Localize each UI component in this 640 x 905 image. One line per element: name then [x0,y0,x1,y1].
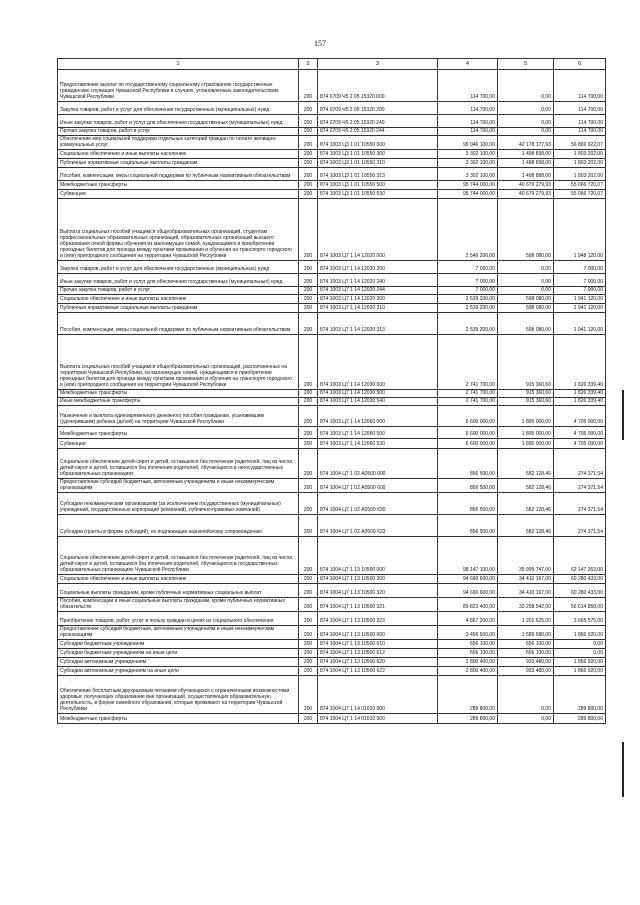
item-remaining-amount: 4 705 000,00 [554,427,606,439]
table-row [58,181,606,190]
item-vedom-code: 200 [299,335,318,390]
item-vedom-code: 200 [299,640,318,649]
item-name: Выплата социальных пособий учащимся общеобразовательных организаций, расположенных на территории Чувашской Республики, из малоимущих семей, нуждающимся в приобретении проездных билетов для проезда между пунктами проживания и обучения на транспорте городского и (или) пригородного сообщения на территории Чувашской Республики [58,335,299,390]
item-vedom-code: 200 [299,575,318,584]
item-name: Субсидии бюджетным учреждениям [58,640,299,649]
table-row [58,159,606,168]
item-remaining-amount: 114 700,00 [554,102,606,115]
item-vedom-code: 200 [299,115,318,128]
item-approved-amount: 289 800,00 [438,676,498,714]
item-vedom-code: 200 [299,199,318,261]
item-name: Субсидии бюджетным учреждениям на иные цели [58,649,299,658]
table-row [58,261,606,274]
item-vedom-code: 200 [299,102,318,115]
item-name: Субвенции [58,190,299,199]
table-row [58,304,606,313]
item-vedom-code: 200 [299,190,318,199]
item-name: Субсидии некоммерческим организациям (за исключением государственных (муниципальных) учреждений, государственных корпораций (компаний), публично-правовых компаний) [58,493,299,515]
item-vedom-code: 200 [299,649,318,658]
table-row [58,150,606,159]
item-vedom-code: 200 [299,181,318,190]
item-remaining-amount: 289 800,00 [554,714,606,724]
column-number: 5 [498,59,554,70]
item-name: Социальное обеспечение детей-сирот и детей, оставшихся без попечения родителей, лиц из числа детей-сирот и детей, оставшихся без попечения родителей, обучающихся в государственных образовательных организациях Чувашской Республики [58,537,299,575]
item-name: Субсидии автономным учреждениям на иные цели [58,667,299,676]
item-classification-code: 874 1003 Ц7 1 14 12020 200 [318,261,438,274]
item-name: Социальные выплаты гражданам, кроме публичных нормативных социальных выплат [58,584,299,598]
item-name: Предоставление субсидий бюджетным, автономным учреждениям и иным некоммерческим организациям [58,479,299,493]
item-approved-amount: 114 700,00 [438,102,498,115]
item-vedom-code: 200 [299,159,318,168]
column-number: 6 [554,59,606,70]
item-name: Межбюджетные трансферты [58,714,299,724]
table-row [58,449,606,479]
table-row [58,406,606,427]
table-row [58,439,606,449]
table-row [58,115,606,128]
table-row [58,575,606,584]
item-approved-amount: 95 744 000,00 [438,190,498,199]
table-row [58,136,606,150]
item-remaining-amount: 1 826 339,40 [554,398,606,406]
item-name: Иные межбюджетные трансферты [58,398,299,406]
item-classification-code: 874 1004 Ц7 1 13 10500 600 [318,626,438,640]
item-approved-amount: 3 302 100,00 [438,159,498,168]
item-name: Межбюджетные трансферты [58,427,299,439]
item-remaining-amount: 3 665 575,00 [554,612,606,626]
item-executed-amount: 42 178 177,93 [498,136,554,150]
column-number-row [58,59,606,70]
table-row [58,667,606,676]
item-vedom-code: 200 [299,427,318,439]
table-row [58,168,606,181]
item-remaining-amount: 56 614 858,00 [554,598,606,612]
item-name: Предоставление субсидий бюджетным, автономным учреждениям и иным некоммерческим организациям [58,626,299,640]
item-executed-amount: 656 100,00 [498,640,554,649]
item-classification-code: 874 1003 Ц7 1 14 12030 500 [318,390,438,398]
item-executed-amount: 1 895 000,00 [498,406,554,427]
item-classification-code: 874 1003 Ц7 1 14 12060 500 [318,427,438,439]
item-name: Выплата социальных пособий учащимся общеобразовательных организаций, студентам профессиональных образовательных организаций, образовательных организаций высшего образования очной формы обучения из малоимущих семей, нуждающимся в приобретении проездных билетов для проезда между пунктами проживания и обучения на транспорте городского и (или) пригородного сообщения на территории Чувашской Республики [58,199,299,261]
item-remaining-amount: 0,00 [554,649,606,658]
item-remaining-amount: 1 941 120,00 [554,313,606,335]
item-executed-amount: 0,00 [498,676,554,714]
item-classification-code: 874 1004 Ц7 1 14 01010 500 [318,714,438,724]
item-classification-code: 874 1003 Ц7 1 14 12030 000 [318,335,438,390]
item-executed-amount: 933 480,00 [498,658,554,667]
item-vedom-code: 200 [299,598,318,612]
item-remaining-amount: 60 280 433,00 [554,575,606,584]
table-row [58,390,606,398]
item-remaining-amount: 274 371,54 [554,479,606,493]
item-classification-code: 874 1004 Ц7 1 13 10500 000 [318,537,438,575]
table-row [58,398,606,406]
item-classification-code: 874 1004 Ц7 1 13 10500 321 [318,598,438,612]
item-executed-amount: 34 410 167,00 [498,584,554,598]
item-executed-amount: 598 080,00 [498,313,554,335]
item-executed-amount: 1 498 898,00 [498,150,554,159]
item-vedom-code: 200 [299,398,318,406]
item-executed-amount: 0,00 [498,102,554,115]
item-classification-code: 874 1004 Ц7 1 13 10500 612 [318,649,438,658]
item-vedom-code: 200 [299,168,318,181]
item-classification-code: 874 1004 Ц7 1 13 10500 320 [318,584,438,598]
item-remaining-amount: 114 700,00 [554,70,606,102]
item-remaining-amount: 274 371,54 [554,493,606,515]
item-name: Обеспечение мер социальной поддержки отдельных категорий граждан по оплате жилищно-коммунальных услуг [58,136,299,150]
item-name: Социальное обеспечение и иные выплаты населению [58,575,299,584]
item-executed-amount: 1 498 898,00 [498,168,554,181]
item-vedom-code: 200 [299,313,318,335]
item-vedom-code: 200 [299,261,318,274]
item-approved-amount: 94 690 600,00 [438,584,498,598]
table-row [58,537,606,575]
item-approved-amount: 3 302 100,00 [438,168,498,181]
column-number: 1 [58,59,299,70]
item-classification-code: 874 1003 Ц7 1 14 12020 244 [318,287,438,295]
column-number: 4 [438,59,498,70]
item-approved-amount: 856 500,00 [438,449,498,479]
item-name: Закупка товаров, работ и услуг для обеспечения государственных (муниципальных) нужд [58,102,299,115]
item-name: Межбюджетные трансферты [58,181,299,190]
item-remaining-amount: 0,00 [554,640,606,649]
item-executed-amount: 933 480,00 [498,667,554,676]
item-remaining-amount: 1 826 339,40 [554,335,606,390]
item-executed-amount: 1 589 580,00 [498,626,554,640]
item-classification-code: 874 1003 Ц7 1 14 12020 240 [318,274,438,287]
item-approved-amount: 2 741 700,00 [438,335,498,390]
item-executed-amount: 582 128,46 [498,493,554,515]
item-classification-code: 874 1003 Ц7 1 14 12030 540 [318,398,438,406]
item-remaining-amount: 1 826 339,40 [554,390,606,398]
table-row [58,479,606,493]
item-classification-code: 874 1003 Ц7 1 14 12060 000 [318,406,438,427]
item-executed-amount: 598 080,00 [498,304,554,313]
table-row [58,649,606,658]
item-approved-amount: 656 100,00 [438,649,498,658]
item-vedom-code: 200 [299,150,318,159]
table-row [58,658,606,667]
item-approved-amount: 856 500,00 [438,515,498,537]
item-executed-amount: 582 128,46 [498,479,554,493]
item-remaining-amount: 55 066 720,07 [554,190,606,199]
item-approved-amount: 7 000,00 [438,261,498,274]
item-executed-amount: 1 895 000,00 [498,427,554,439]
item-name: Социальное обеспечение и иные выплаты населению [58,150,299,159]
item-vedom-code: 200 [299,304,318,313]
item-approved-amount: 3 456 500,00 [438,626,498,640]
item-remaining-amount: 1 803 202,00 [554,159,606,168]
item-vedom-code: 200 [299,128,318,136]
table-row [58,427,606,439]
item-executed-amount: 0,00 [498,70,554,102]
item-executed-amount: 915 360,60 [498,398,554,406]
item-classification-code: 874 1003 Ц3 1 01 10550 000 [318,136,438,150]
item-classification-code: 874 1004 Ц7 1 13 10500 610 [318,640,438,649]
table-row [58,612,606,626]
item-name: Пособия, компенсации, меры социальной поддержки по публичным нормативным обязательствам [58,313,299,335]
item-executed-amount: 915 360,60 [498,335,554,390]
item-approved-amount: 98 147 100,00 [438,537,498,575]
item-name: Социальное обеспечение детей-сирот и детей, оставшихся без попечения родителей, лиц из числа детей-сирот и детей, оставшихся без попечения родителей, обучающихся в негосударственных образовательных организациях [58,449,299,479]
table-row [58,128,606,136]
item-approved-amount: 2 546 200,00 [438,199,498,261]
item-classification-code: 874 1003 Ц7 1 14 12020 310 [318,304,438,313]
item-approved-amount: 656 100,00 [438,640,498,649]
item-approved-amount: 289 800,00 [438,714,498,724]
item-remaining-amount: 1 803 202,00 [554,150,606,159]
item-remaining-amount: 1 866 920,00 [554,626,606,640]
item-classification-code: 874 1004 Ц7 1 02 А0500 600 [318,479,438,493]
item-classification-code: 874 1004 Ц7 1 14 01010 000 [318,676,438,714]
table-row [58,190,606,199]
table-row [58,598,606,612]
item-name: Социальное обеспечение и иные выплаты населению [58,295,299,304]
item-vedom-code: 200 [299,584,318,598]
table-row [58,493,606,515]
item-name: Приобретение товаров, работ, услуг в пользу граждан в целях их социального обеспечения [58,612,299,626]
item-vedom-code: 200 [299,439,318,449]
item-remaining-amount: 114 700,00 [554,128,606,136]
item-name: Субвенции [58,439,299,449]
item-approved-amount: 95 744 000,00 [438,181,498,190]
item-name: Публичные нормативные социальные выплаты гражданам [58,304,299,313]
item-remaining-amount: 60 280 433,00 [554,584,606,598]
item-vedom-code: 200 [299,537,318,575]
item-approved-amount: 2 800 400,00 [438,667,498,676]
item-remaining-amount: 1 866 920,00 [554,658,606,667]
table-row [58,274,606,287]
item-vedom-code: 200 [299,390,318,398]
item-executed-amount: 33 208 542,00 [498,598,554,612]
item-approved-amount: 856 500,00 [438,493,498,515]
item-remaining-amount: 7 000,00 [554,261,606,274]
item-approved-amount: 856 500,00 [438,479,498,493]
column-number: 3 [318,59,438,70]
table-row [58,70,606,102]
item-classification-code: 874 1004 Ц7 1 13 10500 323 [318,612,438,626]
table-row [58,313,606,335]
table-row [58,626,606,640]
table-row [58,287,606,295]
item-executed-amount: 1 498 898,00 [498,159,554,168]
table-row [58,584,606,598]
item-classification-code: 874 1003 Ц3 1 01 10550 300 [318,150,438,159]
item-executed-amount: 656 100,00 [498,649,554,658]
item-approved-amount: 114 700,00 [438,128,498,136]
item-approved-amount: 2 539 200,00 [438,295,498,304]
budget-table-body [58,59,606,724]
item-remaining-amount: 7 000,00 [554,287,606,295]
item-approved-amount: 2 741 700,00 [438,390,498,398]
item-remaining-amount: 4 705 000,00 [554,439,606,449]
item-classification-code: 874 1004 Ц7 1 02 А0500 630 [318,493,438,515]
item-classification-code: 874 1003 Ц7 1 14 12020 000 [318,199,438,261]
item-remaining-amount: 1 948 120,00 [554,199,606,261]
item-executed-amount: 40 679 279,93 [498,190,554,199]
item-remaining-amount: 114 700,00 [554,115,606,128]
item-executed-amount: 915 360,60 [498,390,554,398]
item-remaining-amount: 7 000,00 [554,274,606,287]
item-executed-amount: 34 410 167,00 [498,575,554,584]
item-classification-code: 874 1003 Ц7 1 14 12020 313 [318,313,438,335]
item-executed-amount: 0,00 [498,128,554,136]
item-executed-amount: 598 080,00 [498,295,554,304]
item-executed-amount: 1 201 625,00 [498,612,554,626]
item-classification-code: 874 1004 Ц7 1 02 А0500 000 [318,449,438,479]
column-number: 2 [299,59,318,70]
item-vedom-code: 200 [299,612,318,626]
item-classification-code: 874 1004 Ц7 1 13 10500 620 [318,658,438,667]
item-name: Прочая закупка товаров, работ и услуг [58,287,299,295]
item-vedom-code: 200 [299,449,318,479]
item-approved-amount: 6 600 000,00 [438,406,498,427]
item-executed-amount: 35 999 747,00 [498,537,554,575]
item-remaining-amount: 274 371,54 [554,515,606,537]
item-approved-amount: 114 700,00 [438,70,498,102]
item-classification-code: 874 1003 Ц7 1 14 12020 300 [318,295,438,304]
item-vedom-code: 200 [299,667,318,676]
budget-table [57,58,606,724]
item-name: Субсидии (гранты в форме субсидий), не подлежащие казначейскому сопровождению [58,515,299,537]
item-remaining-amount: 62 147 353,00 [554,537,606,575]
scan-edge-mark [622,390,624,440]
item-classification-code: 874 1004 Ц7 1 02 А0500 633 [318,515,438,537]
item-remaining-amount: 1 941 120,00 [554,304,606,313]
item-name: Прочая закупка товаров, работ и услуг [58,128,299,136]
table-row [58,515,606,537]
item-classification-code: 874 1003 Ц3 1 01 10550 500 [318,181,438,190]
item-name: Межбюджетные трансферты [58,390,299,398]
table-row [58,295,606,304]
item-classification-code: 874 1004 Ц7 1 13 10500 622 [318,667,438,676]
item-executed-amount: 582 128,46 [498,515,554,537]
table-row [58,335,606,390]
item-name: Иные закупки товаров, работ и услуг для обеспечения государственных (муниципальных) нужд [58,115,299,128]
item-classification-code: 874 1003 Ц3 1 01 10550 313 [318,168,438,181]
item-approved-amount: 6 600 000,00 [438,439,498,449]
item-executed-amount: 0,00 [498,714,554,724]
scan-edge-mark [622,742,624,797]
item-vedom-code: 200 [299,295,318,304]
item-approved-amount: 114 700,00 [438,115,498,128]
item-remaining-amount: 1 941 120,00 [554,295,606,304]
item-vedom-code: 200 [299,274,318,287]
item-approved-amount: 2 539 200,00 [438,304,498,313]
item-executed-amount: 1 895 000,00 [498,439,554,449]
item-vedom-code: 200 [299,406,318,427]
item-name: Субсидии автономным учреждениям [58,658,299,667]
item-classification-code: 874 1003 Ц3 1 01 10550 530 [318,190,438,199]
item-remaining-amount: 274 371,54 [554,449,606,479]
item-name: Обеспечение бесплатным двухразовым питанием обучающихся с ограниченными возможностями здоровья, получающих образование вне организаций, осуществляющих образовательную деятельность, в форме семейного образования, которые проживают на территории Чувашской Республики [58,676,299,714]
item-name: Назначение и выплата единовременного денежного пособия гражданам, усыновившим (удочерившим) ребенка (детей) на территории Чувашской Республики [58,406,299,427]
table-row [58,199,606,261]
item-vedom-code: 200 [299,479,318,493]
item-vedom-code: 200 [299,676,318,714]
item-approved-amount: 99 046 100,00 [438,136,498,150]
item-executed-amount: 0,00 [498,287,554,295]
item-vedom-code: 200 [299,287,318,295]
item-executed-amount: 582 128,46 [498,449,554,479]
item-vedom-code: 200 [299,70,318,102]
item-approved-amount: 7 000,00 [438,274,498,287]
item-executed-amount: 598 080,00 [498,199,554,261]
item-approved-amount: 7 000,00 [438,287,498,295]
item-approved-amount: 2 800 400,00 [438,658,498,667]
item-approved-amount: 6 600 000,00 [438,427,498,439]
item-approved-amount: 2 539 200,00 [438,313,498,335]
item-classification-code: 874 0709 Ч5 2 05 15320 240 [318,115,438,128]
item-classification-code: 874 0709 Ч5 2 05 15320 000 [318,70,438,102]
item-executed-amount: 0,00 [498,115,554,128]
item-remaining-amount: 1 866 920,00 [554,667,606,676]
item-vedom-code: 200 [299,714,318,724]
table-row [58,676,606,714]
table-row [58,102,606,115]
item-remaining-amount: 1 803 202,00 [554,168,606,181]
item-remaining-amount: 55 066 720,07 [554,181,606,190]
item-approved-amount: 89 823 400,00 [438,598,498,612]
page-number: 157 [314,39,326,48]
item-remaining-amount: 56 869 922,07 [554,136,606,150]
item-vedom-code: 200 [299,493,318,515]
item-classification-code: 874 1003 Ц7 1 14 12060 530 [318,439,438,449]
item-classification-code: 874 0709 Ч5 2 05 15320 244 [318,128,438,136]
item-executed-amount: 0,00 [498,261,554,274]
item-name: Пособия, компенсации, меры социальной поддержки по публичным нормативным обязательствам [58,168,299,181]
item-name: Предоставление выплат по государственному социальному страхованию государственных гражданских служащих Чувашской Республики в случаях, установленных законодательством Чувашской Республики [58,70,299,102]
item-executed-amount: 40 679 279,93 [498,181,554,190]
table-row [58,714,606,724]
item-name: Пособия, компенсации и иные социальные выплаты гражданам, кроме публичных нормативных обязательств [58,598,299,612]
item-vedom-code: 200 [299,515,318,537]
item-approved-amount: 2 741 700,00 [438,398,498,406]
item-approved-amount: 94 690 600,00 [438,575,498,584]
item-approved-amount: 3 302 100,00 [438,150,498,159]
item-vedom-code: 200 [299,136,318,150]
item-vedom-code: 200 [299,658,318,667]
item-name: Иные закупки товаров, работ и услуг для обеспечения государственных (муниципальных) нужд [58,274,299,287]
item-remaining-amount: 289 800,00 [554,676,606,714]
item-classification-code: 874 1004 Ц7 1 13 10500 300 [318,575,438,584]
item-approved-amount: 4 867 200,00 [438,612,498,626]
item-vedom-code: 200 [299,626,318,640]
item-name: Публичные нормативные социальные выплаты гражданам [58,159,299,168]
item-remaining-amount: 4 705 000,00 [554,406,606,427]
item-classification-code: 874 0709 Ч5 2 05 15320 200 [318,102,438,115]
table-row [58,640,606,649]
item-classification-code: 874 1003 Ц3 1 01 10550 310 [318,159,438,168]
item-name: Закупка товаров, работ и услуг для обеспечения государственных (муниципальных) нужд [58,261,299,274]
item-executed-amount: 0,00 [498,274,554,287]
